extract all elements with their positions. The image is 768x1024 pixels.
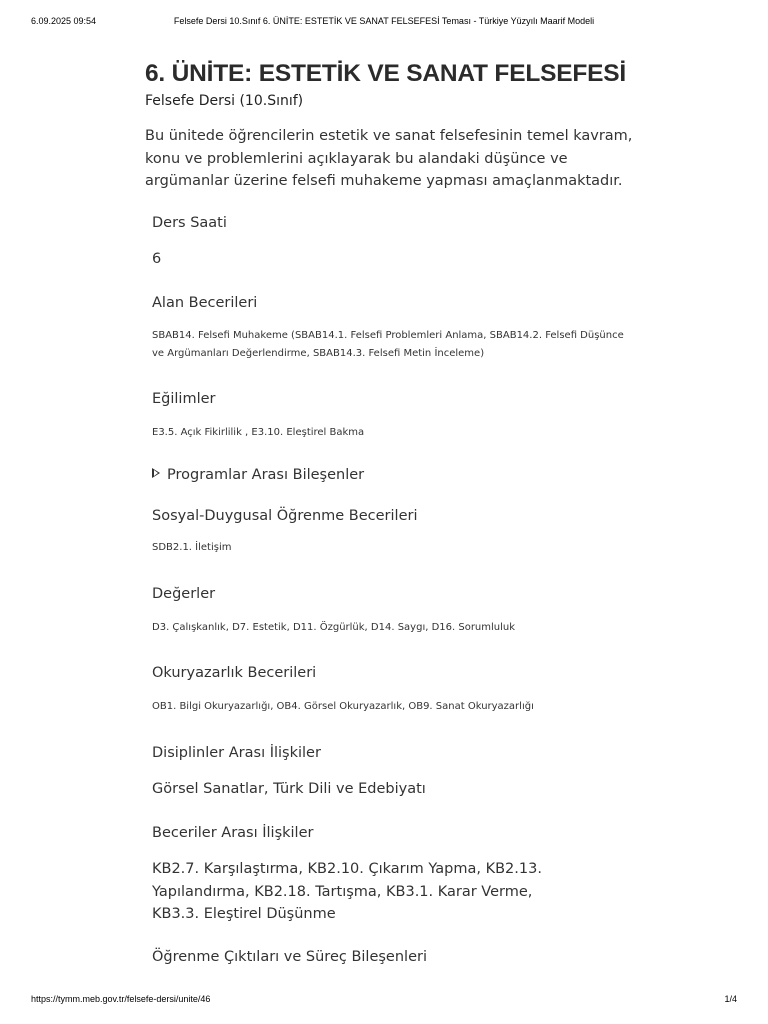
unit-header — [145, 58, 665, 193]
unit-subtitle: Felsefe Dersi (10.Sınıf) — [145, 93, 304, 109]
print-page-title: Felsefe Dersi 10.Sınıf 6. ÜNİTE: ESTETİK VE SANAT FELSEFESİ Teması - Türkiye Yüzyılı Maarif Modeli — [173, 16, 595, 26]
okuryazarlik-value: OB1. Bilgi Okuryazarlığı, OB4. Görsel Okuryazarlık, OB9. Sanat Okuryazarlığı — [152, 701, 534, 712]
sosyal-duygusal-value: SDB2.1. İletişim — [152, 542, 232, 553]
print-header — [0, 16, 768, 30]
beceriler-arasi-value: KB2.7. Karşılaştırma, KB2.10. Çıkarım Yapma, KB2.13. Yapılandırma, KB2.18. Tartışma, KB3.1. Karar Verme, KB3.3. Eleştirel Düşünme — [152, 861, 542, 922]
beceriler-arasi-label: Beceriler Arası İlişkiler — [152, 825, 314, 841]
egilimler-value: E3.5. Açık Fikirlilik , E3.10. Eleştirel Bakma — [152, 427, 365, 438]
disclosure-triangle-icon — [152, 468, 160, 478]
ders-saati-label: Ders Saati — [152, 215, 227, 231]
print-url: https://tymm.meb.gov.tr/felsefe-dersi/unite/46 — [31, 994, 211, 1004]
programlar-arasi-label: Programlar Arası Bileşenler — [167, 467, 365, 483]
egilimler-label: Eğilimler — [152, 391, 216, 407]
ders-saati-value: 6 — [152, 251, 162, 267]
print-datetime: 6.09.2025 09:54 — [31, 16, 97, 26]
print-page-number: 1/4 — [724, 994, 737, 1004]
degerler-value: D3. Çalışkanlık, D7. Estetik, D11. Özgürlük, D14. Saygı, D16. Sorumluluk — [152, 622, 516, 633]
unit-title: 6. ÜNİTE: ESTETİK VE SANAT FELSEFESİ — [145, 60, 627, 87]
alan-becerileri-label: Alan Becerileri — [152, 295, 258, 311]
unit-intro: Bu ünitede öğrencilerin estetik ve sanat felsefesinin temel kavram, konu ve problemlerini açıklayarak bu alandaki düşünce ve argümanlar üzerine felsefi muhakeme yapması amaçlanmaktadır. — [145, 128, 633, 189]
alan-becerileri-value: SBAB14. Felsefi Muhakeme (SBAB14.1. Felsefi Problemleri Anlama, SBAB14.2. Felsefi Düşünce ve Argümanları Değerlendirme, SBAB14.3. Felsefi Metin İnceleme) — [152, 330, 624, 359]
degerler-label: Değerler — [152, 586, 216, 602]
programlar-arasi-toggle[interactable] — [152, 465, 364, 485]
disiplinler-arasi-label: Disiplinler Arası İlişkiler — [152, 745, 321, 761]
ogrenme-ciktilari-label: Öğrenme Çıktıları ve Süreç Bileşenleri — [152, 949, 427, 965]
sosyal-duygusal-label: Sosyal-Duygusal Öğrenme Becerileri — [152, 508, 418, 524]
disiplinler-arasi-value: Görsel Sanatlar, Türk Dili ve Edebiyatı — [152, 781, 426, 797]
print-footer — [0, 994, 768, 1008]
okuryazarlik-label: Okuryazarlık Becerileri — [152, 665, 317, 681]
